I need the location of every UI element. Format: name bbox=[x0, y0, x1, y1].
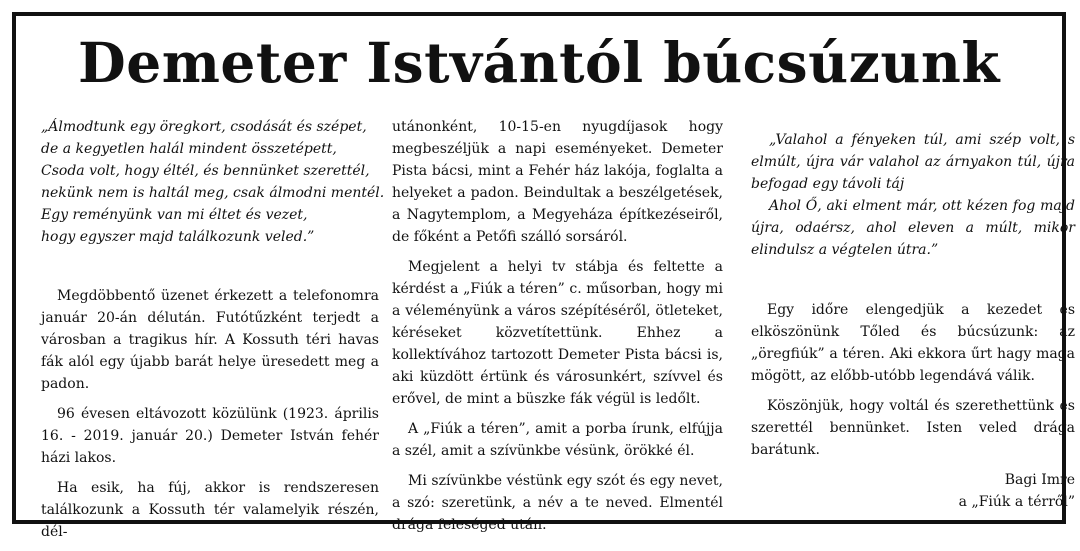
paragraph: Ha esik, ha fúj, akkor is rendszeresen találkozunk a Kossuth tér valamelyik részén, dél- bbox=[41, 480, 379, 540]
paragraph: Megjelent a helyi tv stábja és feltette a kérdést a „Fiúk a téren” c. műsorban, hogy mi a véleményünk a város szépítéséről, ötleteket, kéréseket közvetítettünk. Ehhez a kollektívához tartozott Demeter Pista bácsi is, aki küzdött értünk és városunkért, szívvel és erővel, de mint a büszke fák végül is ledőlt. bbox=[392, 259, 723, 407]
poem-line: hogy egyszer majd találkozunk veled.” bbox=[41, 229, 315, 245]
signature-group: a „Fiúk a térről” bbox=[958, 494, 1075, 510]
poem-line: „Álmodtunk egy öregkort, csodását és szépet, bbox=[41, 119, 367, 135]
poem-line: nekünk nem is haltál meg, csak álmodni mentél. bbox=[41, 185, 385, 201]
opening-poem bbox=[41, 116, 385, 248]
paragraph: A „Fiúk a téren”, amit a porba írunk, elfújja a szél, amit a szívünkbe vésünk, örökké él. bbox=[392, 421, 723, 459]
article-headline: Demeter Istvántól búcsúzunk bbox=[78, 30, 1000, 95]
column-3 bbox=[751, 116, 1075, 513]
article-frame bbox=[12, 12, 1075, 540]
column-1 bbox=[41, 116, 385, 551]
poem-line: Csoda volt, hogy éltél, és bennünket szerettél, bbox=[41, 163, 370, 179]
paragraph: utánonként, 10-15-en nyugdíjasok hogy megbeszéljük a napi eseményeket. Demeter Pista bácsi, mint a Fehér ház lakója, foglalta a helyeket a padon. Beindultak a beszélgetések, a Nagytemplom, a Megyeháza építkezéseiről, de főként a Petőfi szálló sorsáról. bbox=[392, 119, 723, 245]
closing-quote: Ahol Ő, aki elment már, ott kézen fog majd újra, odaérsz, ahol eleven a múlt, mikor elindulsz a végtelen útra.” bbox=[751, 198, 1075, 258]
paragraph: Mi szívünkbe véstünk egy szót és egy nevet, a szó: szeretünk, a név a te neved. Elmentél drága feleséged után. bbox=[392, 473, 723, 533]
paragraph: Köszönjük, hogy voltál és szerethettünk és szerettél bennünket. Isten veled drága barátunk. bbox=[751, 398, 1075, 458]
column-2 bbox=[392, 116, 723, 544]
paragraph: Megdöbbentő üzenet érkezett a telefonomra január 20-án délután. Futótűzként terjedt a városban a tragikus hír. A Kossuth téri havas fák alól egy újabb barát helye üresedett meg a padon. bbox=[41, 288, 379, 392]
paragraph: 96 évesen eltávozott közülünk (1923. április 16. - 2019. január 20.) Demeter István fehér házi lakos. bbox=[41, 406, 379, 466]
poem-line: de a kegyetlen halál mindent összetépett, bbox=[41, 141, 337, 157]
paragraph: Egy időre elengedjük a kezedet és elköszönünk Tőled és búcsúzunk: az „öregfiúk” a téren. Aki ekkora űrt hagy maga mögött, az előbb-utóbb legendává válik. bbox=[751, 302, 1075, 384]
poem-line: Egy reményünk van mi éltet és vezet, bbox=[41, 207, 308, 223]
signature-name: Bagi Imre bbox=[1004, 472, 1075, 488]
closing-quote: „Valahol a fényeken túl, ami szép volt, s elmúlt, újra vár valahol az árnyakon túl, újra befogad egy távoli táj bbox=[751, 132, 1075, 192]
